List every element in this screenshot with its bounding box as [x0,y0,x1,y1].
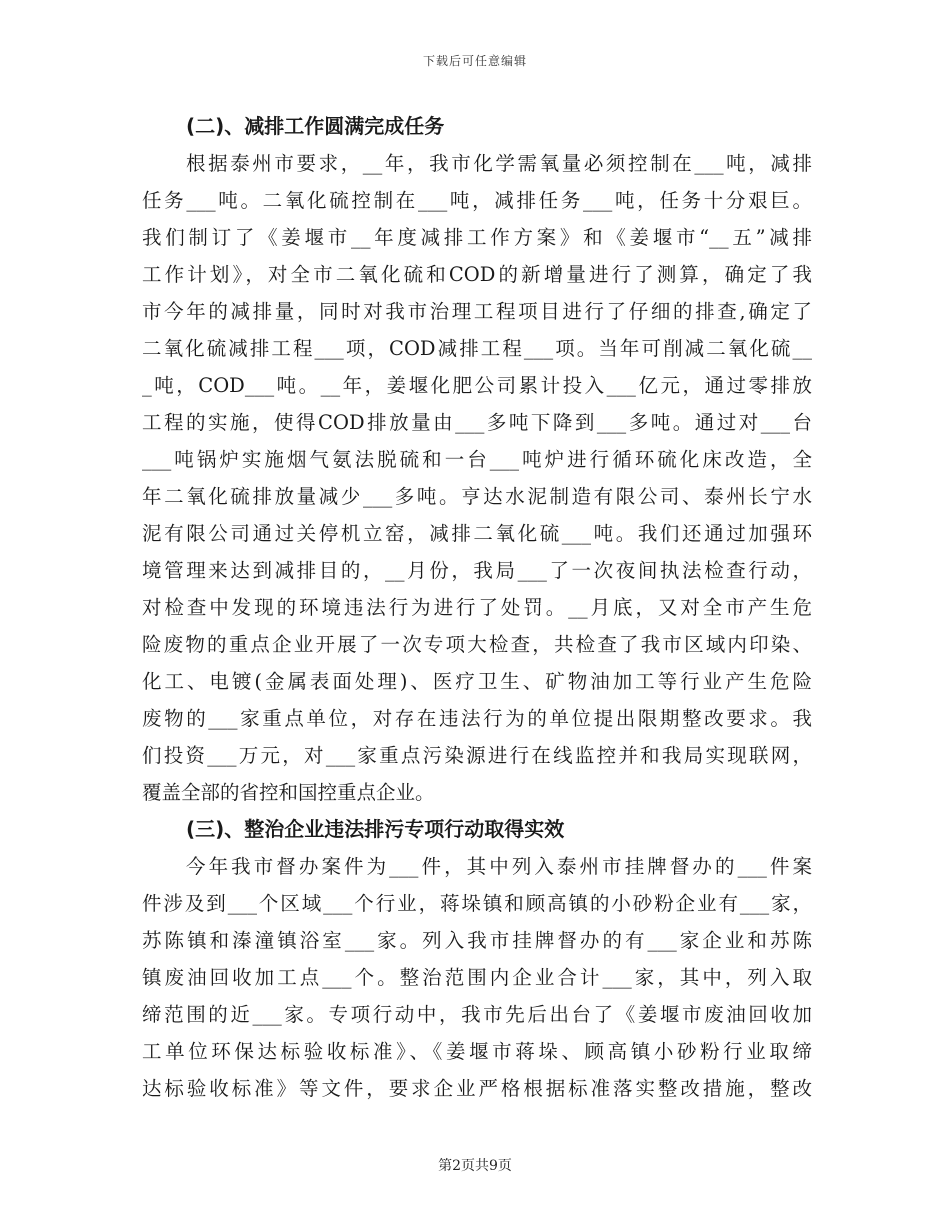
text-line: 泥有限公司通过关停机立窑，减排二氧化硫___吨。我们还通过加强环 [142,522,812,545]
text-line: 任务___吨。二氧化硫控制在___吨，减排任务___吨，任务十分艰巨。 [142,189,812,212]
text-line: 达标验收标准》等文件，要求企业严格根据标准落实整改措施，整改 [142,1077,812,1100]
text-line: 工程的实施，使得COD排放量由___多吨下降到___多吨。通过对___台 [142,411,812,434]
text-line: 件涉及到___个区域___个行业，蒋垛镇和顾高镇的小砂粉企业有___家， [142,892,812,915]
text-line: 们投资___万元，对___家重点污染源进行在线监控并和我局实现联网， [142,744,812,767]
text-line: 境管理来达到减排目的，__月份，我局___了一次夜间执法检查行动， [142,559,812,582]
text-line: ___吨锅炉实施烟气氨法脱硫和一台___吨炉进行循环硫化床改造，全 [142,448,812,471]
text-line: 镇废油回收加工点___个。整治范围内企业合计___家，其中，列入取 [142,966,812,989]
section-heading-2: (二)、减排工作圆满完成任务 [186,114,445,138]
text-line: 化工、电镀(金属表面处理)、医疗卫生、矿物油加工等行业产生危险 [142,670,812,693]
page-header: 下载后可任意编辑 [422,54,527,68]
text-line: _吨，COD___吨。__年，姜堰化肥公司累计投入___亿元，通过零排放 [142,374,812,397]
text-line: 我们制订了《姜堰市__年度减排工作方案》和《姜堰市“__五”减排 [142,226,812,249]
text-line: 二氧化硫减排工程___项，COD减排工程___项。当年可削减二氧化硫__ [142,337,812,360]
text-line: 废物的___家重点单位，对存在违法行为的单位提出限期整改要求。我 [142,707,812,730]
section-3-paragraph [142,848,812,1107]
text-line: 对检查中发现的环境违法行为进行了处罚。__月底，又对全市产生危 [142,596,812,619]
text-line: 年二氧化硫排放量减少___多吨。亨达水泥制造有限公司、泰州长宁水 [142,485,812,508]
text-line: 市今年的减排量，同时对我市治理工程项目进行了仔细的排查,确定了 [142,300,812,323]
text-line: 工作计划》，对全市二氧化硫和COD的新增量进行了测算，确定了我 [142,263,812,286]
section-heading-3: (三)、整治企业违法排污专项行动取得实效 [186,817,565,841]
text-line: 工单位环保达标验收标准》、《姜堰市蒋垛、顾高镇小砂粉行业取缔 [142,1040,812,1063]
page-footer: 第2页共9页 [438,1158,512,1174]
text-line: 覆盖全部的省控和国控重点企业。 [142,781,435,804]
text-line: 缔范围的近___家。专项行动中，我市先后出台了《姜堰市废油回收加 [142,1003,812,1026]
text-line: 苏陈镇和溱潼镇浴室___家。列入我市挂牌督办的有___家企业和苏陈 [142,929,812,952]
text-line: 险废物的重点企业开展了一次专项大检查，共检查了我市区域内印染、 [142,633,812,656]
text-line: 根据泰州市要求，__年，我市化学需氧量必须控制在___吨，减排 [186,152,812,175]
document-body [142,108,812,1107]
text-line: 今年我市督办案件为___件，其中列入泰州市挂牌督办的___件案 [186,855,812,878]
section-2-paragraph [142,145,812,811]
